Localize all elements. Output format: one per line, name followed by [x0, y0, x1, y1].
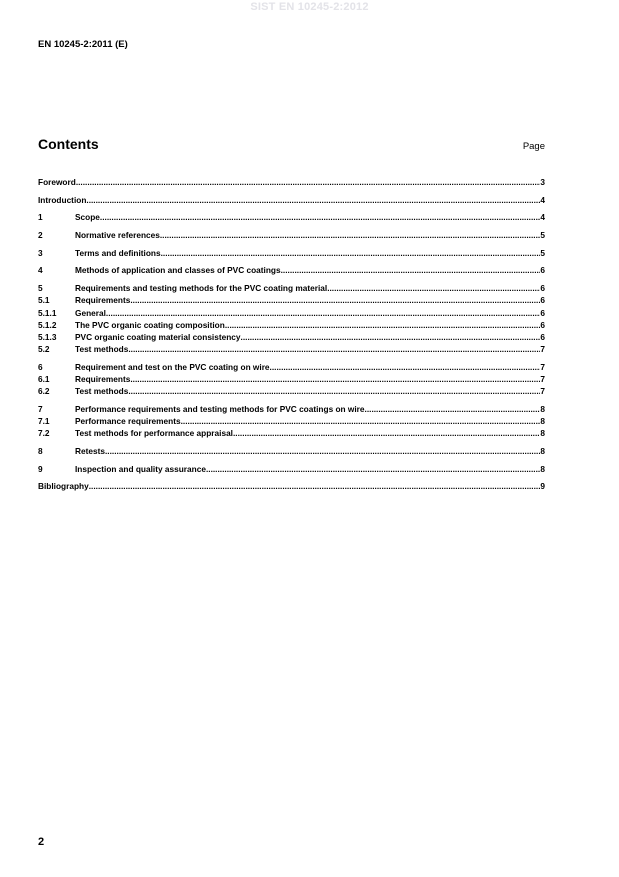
toc-dot-leader: [86, 194, 540, 206]
toc-entry-number: 1: [38, 212, 43, 223]
toc-group: [38, 211, 545, 223]
toc-dot-leader: [130, 373, 540, 385]
toc-entry-number: 8: [38, 445, 43, 456]
toc-entry[interactable]: [38, 247, 545, 259]
page-column-label: Page: [522, 141, 545, 152]
page-number: 2: [38, 836, 45, 848]
toc-group: [38, 361, 545, 398]
toc-entry-page: 6: [540, 331, 545, 342]
toc-entry[interactable]: [38, 480, 545, 492]
toc-dot-leader: [100, 211, 540, 223]
table-of-contents: [38, 176, 545, 498]
toc-dot-leader: [181, 415, 541, 427]
toc-entry-page: 7: [540, 361, 545, 372]
toc-entry[interactable]: [38, 307, 545, 319]
toc-entry-title: The PVC organic coating composition: [75, 319, 225, 330]
contents-title: Contents: [38, 136, 99, 152]
toc-entry-page: 7: [540, 373, 545, 384]
toc-entry-title: Methods of application and classes of PVC coatings: [75, 265, 281, 276]
watermark: SIST EN 10245-2:2012: [250, 1, 369, 13]
toc-entry-page: 4: [540, 212, 545, 223]
toc-entry[interactable]: [38, 403, 545, 415]
toc-dot-leader: [106, 307, 540, 319]
toc-entry-title: Introduction: [38, 194, 87, 205]
toc-entry-title: Test methods for performance appraisal: [75, 428, 233, 439]
toc-entry-title: Retests: [75, 445, 105, 456]
toc-entry-number: 6.2: [38, 386, 50, 397]
toc-entry-number: 5: [38, 283, 43, 294]
toc-entry[interactable]: [38, 176, 545, 188]
toc-dot-leader: [281, 264, 541, 276]
toc-entry-title: Performance requirements: [75, 416, 181, 426]
toc-entry-page: 9: [540, 481, 545, 492]
toc-entry-number: 4: [38, 265, 43, 276]
toc-entry[interactable]: [38, 194, 545, 206]
toc-entry-title: Bibliography: [38, 481, 89, 492]
toc-entry-number: 5.1.2: [38, 319, 57, 330]
toc-dot-leader: [241, 331, 541, 343]
toc-dot-leader: [365, 403, 541, 415]
toc-dot-leader: [128, 343, 540, 355]
toc-entry[interactable]: [38, 373, 545, 385]
toc-entry[interactable]: [38, 264, 545, 276]
toc-entry[interactable]: [38, 282, 545, 294]
toc-entry-title: Requirements and testing methods for the PVC coating material: [75, 283, 328, 294]
toc-group: [38, 229, 545, 241]
toc-entry-page: 6: [540, 265, 545, 276]
toc-entry-page: 8: [540, 428, 545, 439]
toc-dot-leader: [76, 176, 541, 188]
toc-entry-title: PVC organic coating material consistency: [75, 331, 241, 342]
toc-dot-leader: [327, 282, 540, 294]
toc-entry[interactable]: [38, 463, 545, 475]
toc-entry-page: 7: [540, 386, 545, 397]
toc-entry[interactable]: [38, 361, 545, 373]
toc-group: [38, 480, 545, 492]
toc-group: [38, 194, 545, 206]
toc-entry-page: 4: [540, 194, 545, 205]
toc-entry[interactable]: [38, 331, 545, 343]
toc-entry[interactable]: [38, 343, 545, 355]
toc-entry-number: 5.1.1: [38, 307, 57, 318]
toc-group: [38, 403, 545, 440]
toc-entry-page: 8: [540, 463, 545, 474]
toc-group: [38, 247, 545, 259]
toc-entry-title: General: [75, 307, 106, 318]
toc-entry-number: 5.1.3: [38, 331, 57, 342]
toc-entry-number: 6: [38, 361, 43, 372]
toc-entry[interactable]: [38, 445, 545, 457]
toc-entry[interactable]: [38, 294, 545, 306]
toc-entry-number: 9: [38, 463, 43, 474]
toc-entry-title: Requirements: [75, 295, 131, 306]
toc-dot-leader: [206, 463, 540, 475]
toc-entry-number: 7: [38, 403, 43, 414]
toc-entry-number: 7.2: [38, 428, 50, 439]
toc-group: [38, 282, 545, 355]
toc-entry-number: 7.1: [38, 416, 50, 426]
toc-entry-page: 6: [540, 283, 545, 294]
toc-entry-page: 6: [540, 295, 545, 306]
toc-group: [38, 264, 545, 276]
toc-entry-title: Requirement and test on the PVC coating on wire: [75, 361, 270, 372]
toc-dot-leader: [233, 427, 540, 439]
toc-group: [38, 463, 545, 475]
toc-entry-page: 7: [540, 344, 545, 355]
toc-entry-title: Scope: [75, 212, 100, 223]
toc-entry[interactable]: [38, 319, 545, 331]
toc-entry-number: 5.1: [38, 295, 50, 306]
toc-entry[interactable]: [38, 385, 545, 397]
toc-dot-leader: [270, 361, 541, 373]
toc-dot-leader: [128, 385, 540, 397]
toc-entry[interactable]: [38, 415, 545, 427]
toc-entry-page: 8: [540, 403, 545, 414]
document-id: EN 10245-2:2011 (E): [38, 39, 128, 50]
toc-entry-page: 8: [540, 445, 545, 456]
toc-entry-number: 2: [38, 230, 43, 241]
toc-dot-leader: [89, 480, 541, 492]
toc-entry-title: Requirements: [75, 373, 131, 384]
toc-entry-page: 5: [540, 230, 545, 241]
toc-dot-leader: [161, 247, 541, 259]
toc-entry-page: 8: [540, 416, 545, 426]
toc-entry-title: Test methods: [75, 344, 129, 355]
toc-dot-leader: [130, 294, 540, 306]
toc-entry-title: Foreword: [38, 177, 76, 187]
toc-dot-leader: [105, 445, 540, 457]
toc-entry[interactable]: [38, 427, 545, 439]
toc-entry-number: 6.1: [38, 373, 50, 384]
toc-group: [38, 176, 545, 188]
toc-dot-leader: [225, 319, 541, 331]
toc-group: [38, 445, 545, 457]
toc-entry-title: Terms and definitions: [75, 247, 161, 258]
toc-entry-number: 3: [38, 247, 43, 258]
toc-dot-leader: [160, 229, 541, 241]
toc-entry-page: 3: [540, 177, 545, 187]
toc-entry-title: Test methods: [75, 386, 129, 397]
toc-entry[interactable]: [38, 229, 545, 241]
toc-entry-page: 6: [540, 319, 545, 330]
toc-entry-title: Performance requirements and testing methods for PVC coatings on wire: [75, 403, 365, 414]
toc-entry-number: 5.2: [38, 344, 50, 355]
toc-entry[interactable]: [38, 211, 545, 223]
toc-entry-title: Inspection and quality assurance: [75, 463, 206, 474]
toc-entry-page: 5: [540, 247, 545, 258]
toc-entry-title: Normative references: [75, 230, 160, 241]
toc-entry-page: 6: [540, 307, 545, 318]
